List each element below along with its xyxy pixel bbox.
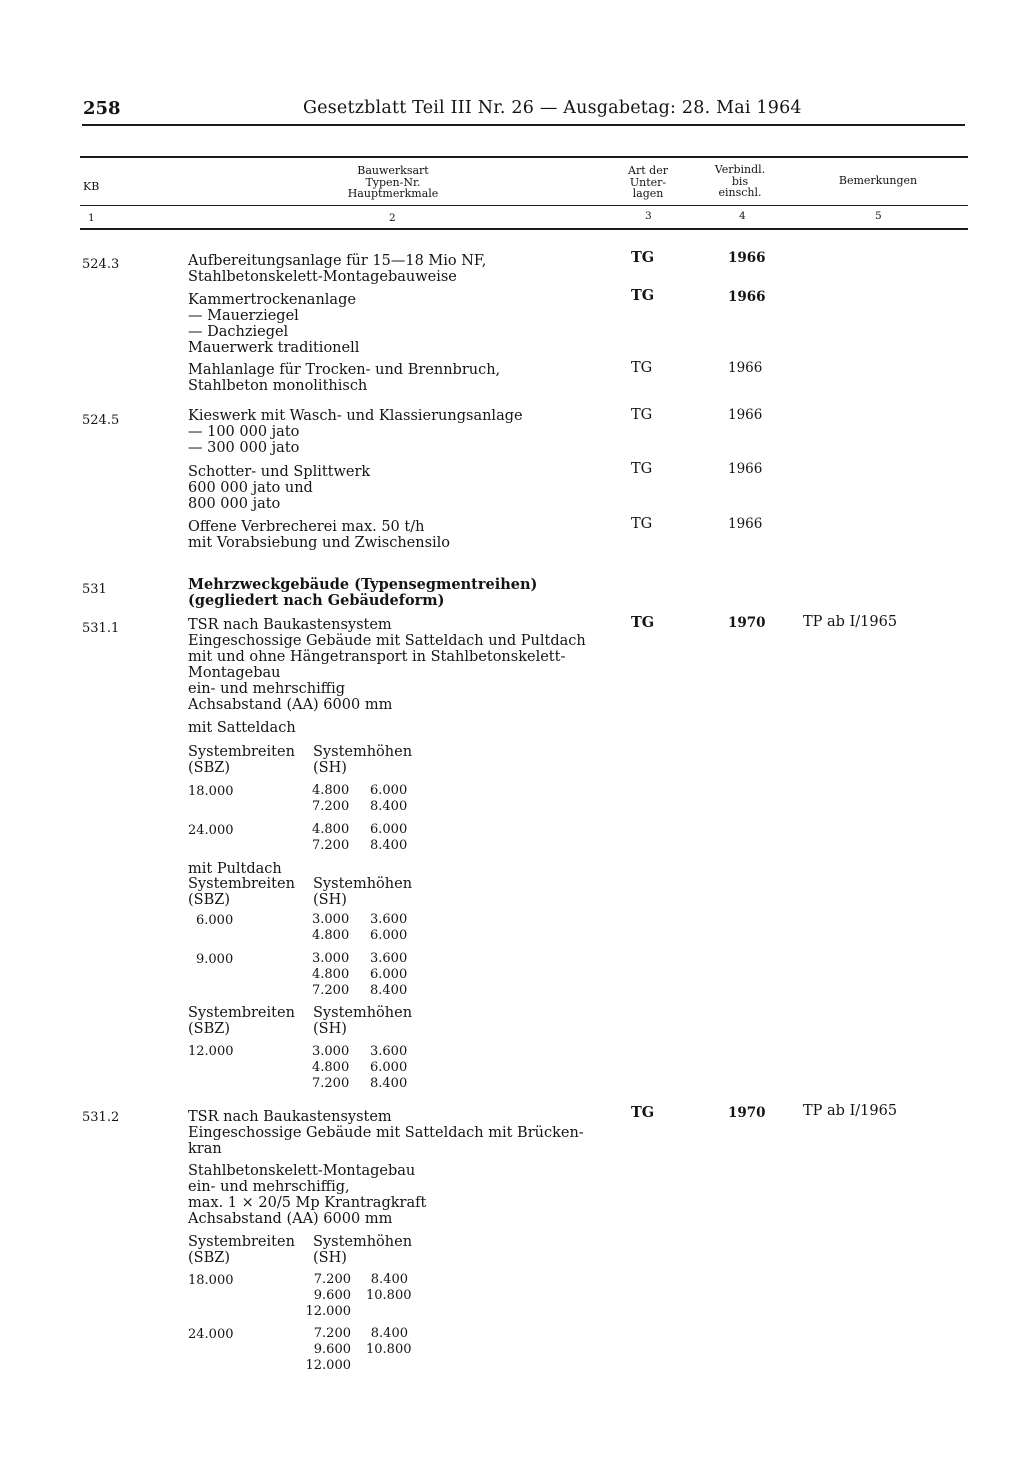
col-art-header: Art der Unter- lagen	[628, 164, 668, 200]
system-width: 9.000	[196, 952, 234, 967]
art-value: TG	[631, 360, 653, 376]
system-width: 6.000	[196, 913, 234, 928]
verbindl-value: 1966	[728, 461, 763, 477]
system-width: 12.000	[188, 1044, 234, 1059]
entry-description: TSR nach Baukastensystem Eingeschossige Gebäude mit Satteldach mit Brücken- kran	[188, 1109, 584, 1157]
subsection-label: mit Pultdach	[188, 861, 282, 877]
sh-label: Systemhöhen (SH)	[313, 876, 413, 908]
entry-description: Kieswerk mit Wasch- und Klassierungsanlage — 100 000 jato — 300 000 jato	[188, 408, 523, 456]
system-heights-b: 3.600 6.000	[370, 912, 408, 943]
system-heights-a: 7.200 9.600 12.000	[305, 1272, 351, 1319]
system-heights-a: 3.000 4.800 7.200	[312, 1044, 350, 1091]
art-value: TG	[631, 461, 653, 477]
sh-label: Systemhöhen (SH)	[313, 1234, 413, 1266]
entry-description: Stahlbetonskelett-Montagebau ein- und mehrschiffig, max. 1 × 20/5 Mp Krantragkraft Achsabstand (AA) 6000 mm	[188, 1163, 427, 1227]
kb-number: 531	[82, 582, 107, 597]
col-verbindl-header: Verbindl. bis einschl.	[714, 163, 766, 199]
kb-number: 531.2	[82, 1110, 120, 1125]
col-number-3: 3	[645, 210, 652, 222]
sbz-label: Systembreiten (SBZ)	[188, 744, 295, 776]
art-value: TG	[631, 614, 655, 631]
col-kb-header: KB	[83, 180, 100, 193]
col-number-5: 5	[875, 210, 882, 222]
sbz-label: Systembreiten (SBZ)	[188, 1234, 295, 1266]
system-width: 18.000	[188, 1273, 234, 1288]
system-heights-b: 6.000 8.400	[370, 783, 408, 814]
system-width: 24.000	[188, 823, 234, 838]
sh-label: Systemhöhen (SH)	[313, 744, 413, 776]
col-bemerkungen-header: Bemerkungen	[838, 174, 918, 187]
system-heights-a: 3.000 4.800 7.200	[312, 951, 350, 998]
col-number-4: 4	[739, 210, 746, 222]
sbz-label: Systembreiten (SBZ)	[188, 1005, 295, 1037]
header-bottom-rule	[80, 228, 968, 230]
remark-value: TP ab I/1965	[803, 614, 898, 630]
art-value: TG	[631, 516, 653, 532]
verbindl-value: 1966	[728, 407, 763, 423]
col-description-header: Bauwerksart Typen-Nr. Hauptmerkmale	[347, 164, 439, 200]
art-value: TG	[631, 407, 653, 423]
system-heights-a: 3.000 4.800	[312, 912, 350, 943]
table-top-rule	[80, 156, 968, 158]
verbindl-value: 1966	[728, 516, 763, 532]
entry-description: Schotter- und Splittwerk 600 000 jato und 800 000 jato	[188, 464, 371, 512]
entry-description: Offene Verbrecherei max. 50 t/h mit Vorabsiebung und Zwischensilo	[188, 519, 451, 551]
art-value: TG	[631, 249, 655, 266]
verbindl-value: 1966	[728, 250, 766, 266]
kb-number: 531.1	[82, 621, 120, 636]
sbz-label: Systembreiten (SBZ)	[188, 876, 295, 908]
page-title: Gesetzblatt Teil III Nr. 26 — Ausgabetag: 28. Mai 1964	[303, 98, 802, 118]
header-rule	[82, 124, 965, 126]
verbindl-value: 1970	[728, 1105, 766, 1121]
system-heights-b: 8.400 10.800	[366, 1326, 412, 1357]
system-heights-b: 3.600 6.000 8.400	[370, 1044, 408, 1091]
verbindl-value: 1966	[728, 289, 766, 305]
page-number: 258	[83, 98, 121, 119]
system-heights-b: 6.000 8.400	[370, 822, 408, 853]
section-heading: Mehrzweckgebäude (Typensegmentreihen) (gegliedert nach Gebäudeform)	[188, 576, 538, 609]
col-number-1: 1	[88, 212, 95, 224]
entry-description: Mahlanlage für Trocken- und Brennbruch, Stahlbeton monolithisch	[188, 362, 501, 394]
system-heights-a: 4.800 7.200	[312, 822, 350, 853]
system-heights-b: 3.600 6.000 8.400	[370, 951, 408, 998]
system-heights-a: 7.200 9.600 12.000	[305, 1326, 351, 1373]
subsection-label: mit Satteldach	[188, 720, 296, 736]
kb-number: 524.5	[82, 413, 120, 428]
system-heights-b: 8.400 10.800	[366, 1272, 412, 1303]
verbindl-value: 1966	[728, 360, 763, 376]
art-value: TG	[631, 287, 655, 304]
verbindl-value: 1970	[728, 615, 766, 631]
kb-number: 524.3	[82, 257, 120, 272]
entry-description: Aufbereitungsanlage für 15—18 Mio NF, Stahlbetonskelett-Montagebauweise	[188, 253, 487, 285]
art-value: TG	[631, 1104, 655, 1121]
sh-label: Systemhöhen (SH)	[313, 1005, 413, 1037]
system-heights-a: 4.800 7.200	[312, 783, 350, 814]
col-number-2: 2	[389, 212, 396, 224]
header-mid-rule	[80, 205, 968, 206]
entry-description: Kammertrockenanlage — Mauerziegel — Dachziegel Mauerwerk traditionell	[188, 292, 360, 356]
system-width: 18.000	[188, 784, 234, 799]
remark-value: TP ab I/1965	[803, 1103, 898, 1119]
entry-description: TSR nach Baukastensystem Eingeschossige Gebäude mit Satteldach und Pultdach mit und ohne Hängetransport in Stahlbetonskelett- Montagebau ein- und mehrschiffig Achsabstand (AA) 6000 mm	[188, 617, 586, 713]
system-width: 24.000	[188, 1327, 234, 1342]
